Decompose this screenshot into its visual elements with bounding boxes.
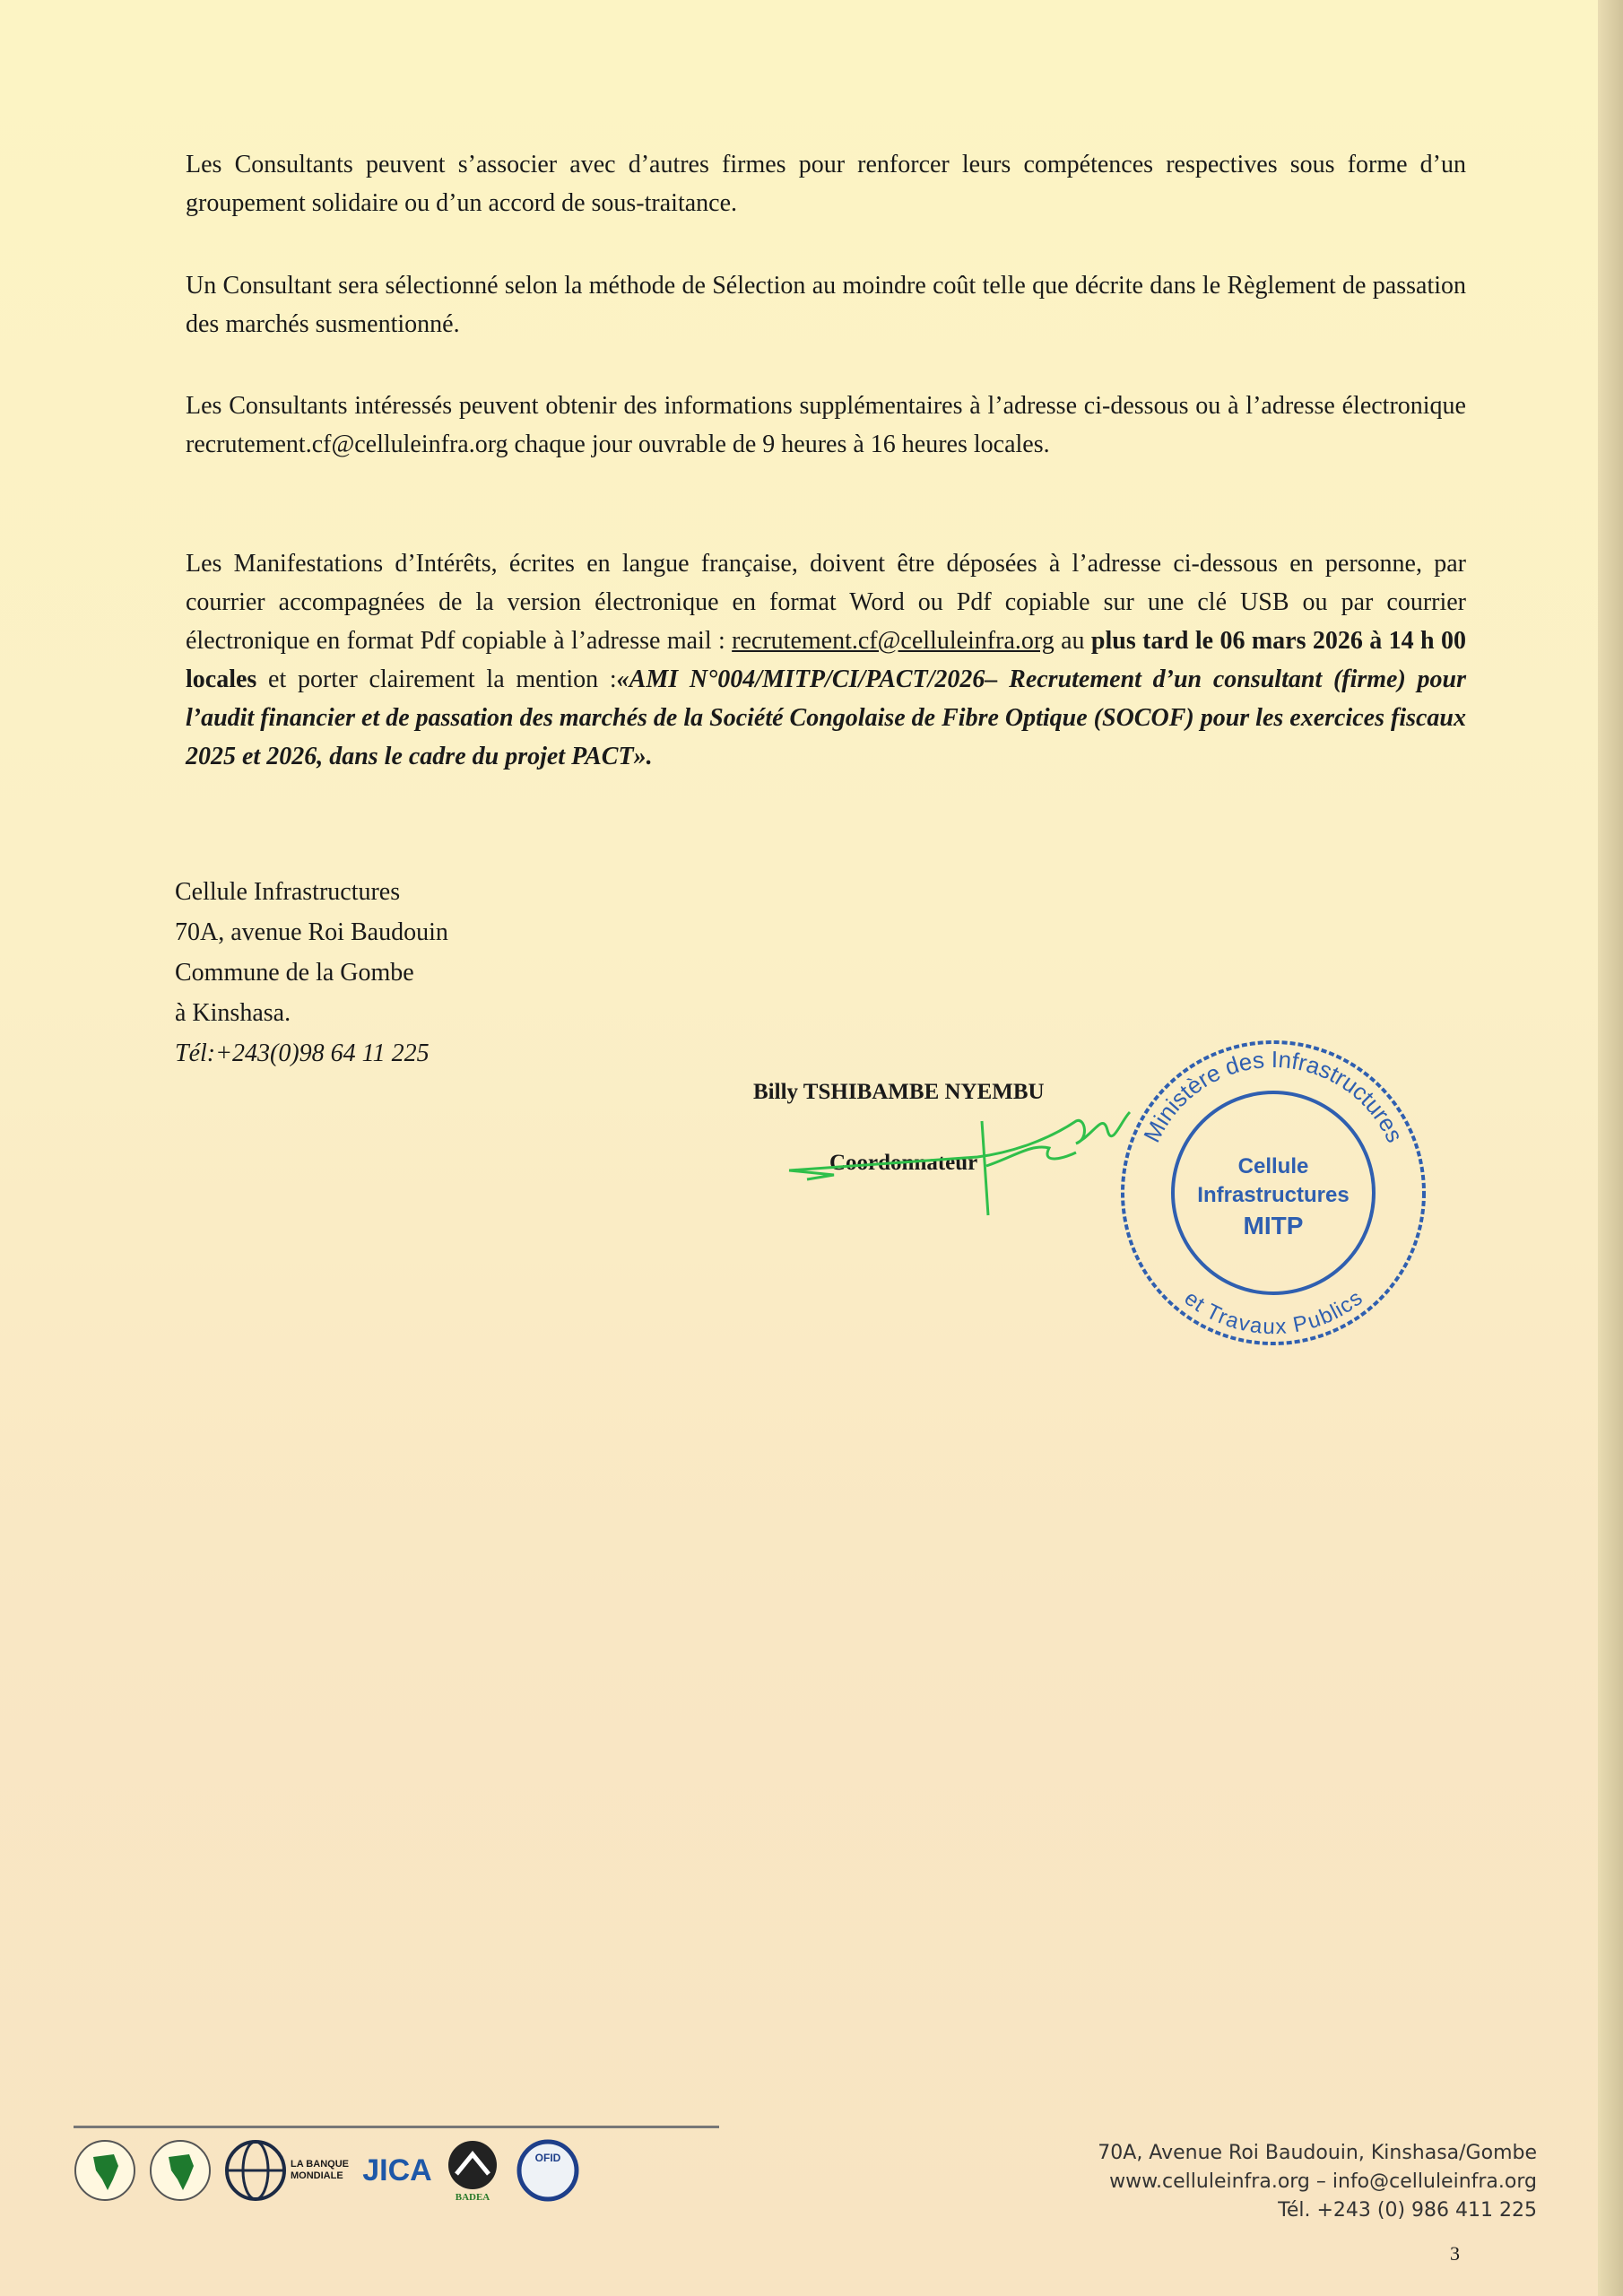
world-bank-logo — [224, 2135, 353, 2206]
page-edge-shadow — [1598, 0, 1623, 2296]
signatory-title: Coordonnateur — [829, 1151, 978, 1175]
mention-reference: «AMI N°004/MITP/CI/PACT/2026– Recrutement d’un consultant (firme) pour l’audit financier et de passation des marchés de la Société Congolaise de Fibre Optique (SOCOF) pour les exercices fiscaux 2025 et 2026, dans le cadre du projet PACT». — [186, 665, 1466, 770]
badea-logo — [441, 2135, 504, 2206]
stamp-center-1: Cellule — [1237, 1154, 1309, 1178]
svg-text:Ministère des Infrastructures — [1138, 1046, 1409, 1146]
address-line: 70A, avenue Roi Baudouin — [175, 918, 448, 946]
badea-emblem-icon — [446, 2138, 499, 2192]
address-line: Commune de la Gombe — [175, 959, 414, 987]
footer-address: 70A, Avenue Roi Baudouin, Kinshasa/Gombe — [1098, 2142, 1537, 2164]
address-phone: Tél:+243(0)98 64 11 225 — [175, 1039, 430, 1067]
handwritten-signature — [780, 1103, 1157, 1220]
signatory-name: Billy TSHIBAMBE NYEMBU — [753, 1080, 1045, 1104]
submission-mid: et porter clairement la mention : — [256, 665, 617, 693]
ofid-logo — [516, 2135, 579, 2206]
footer-web[interactable]: www.celluleinfra.org – info@celluleinfra.org — [1109, 2170, 1537, 2193]
paragraph-submission — [186, 544, 1466, 776]
footer-divider — [74, 2126, 719, 2128]
afdb-logo-2 — [149, 2135, 212, 2206]
stamp-center-3: MITP — [1243, 1212, 1304, 1239]
ofid-emblem-icon — [516, 2135, 579, 2206]
paragraph-grouping: Les Consultants peuvent s’associer avec d’autres firmes pour renforcer leurs compétences respectives sous forme d’un groupement solidaire ou d’un accord de sous-traitance. — [186, 151, 1466, 217]
world-bank-text: LA BANQUE MONDIALE — [291, 2159, 349, 2181]
stamp-bottom-text: et Travaux Publics — [1179, 1285, 1367, 1339]
paragraph-information: Les Consultants intéressés peuvent obtenir des informations supplémentaires à l’adresse ci-dessous ou à l’adresse électronique recrutement.cf@celluleinfra.org chaque jour ouvrable de 9 heures à 16 heures locales. — [186, 392, 1466, 458]
globe-icon — [224, 2135, 287, 2206]
email-link[interactable]: recrutement.cf@celluleinfra.org — [732, 627, 1055, 655]
stamp-top-text: Ministère des Infrastructures — [1138, 1045, 1409, 1147]
paragraph-selection-method: Un Consultant sera sélectionné selon la méthode de Sélection au moindre coût telle que décrite dans le Règlement de passation des marchés susmentionné. — [186, 272, 1466, 338]
footer-phone: Tél. +243 (0) 986 411 225 — [1278, 2199, 1537, 2222]
partner-logos — [74, 2135, 579, 2206]
page-number: 3 — [1450, 2242, 1460, 2265]
afdb-logo — [74, 2135, 136, 2206]
submission-intro: Les Manifestations d’Intérêts, écrites en langue française, doivent être déposées à l’adresse ci-dessous en personne, par courrier accompagnées de la version électronique en format Word ou Pdf copiable sur une clé USB ou par courrier électronique en format Pdf copiable à l’adresse mail : — [186, 550, 1466, 655]
official-stamp — [1112, 1031, 1435, 1354]
address-line: à Kinshasa. — [175, 999, 291, 1027]
deadline: plus tard le 06 mars 2026 à 14 h 00 locales — [186, 627, 1467, 693]
stamp-center-2: Infrastructures — [1197, 1183, 1350, 1207]
badea-text: BADEA — [455, 2192, 490, 2203]
contact-address — [175, 872, 448, 1074]
submission-au: au — [1054, 627, 1091, 655]
ofid-text: OFID — [534, 2152, 561, 2164]
footer-contact — [1098, 2139, 1537, 2225]
jica-logo: JICA — [362, 2152, 432, 2187]
address-line: Cellule Infrastructures — [175, 878, 401, 906]
